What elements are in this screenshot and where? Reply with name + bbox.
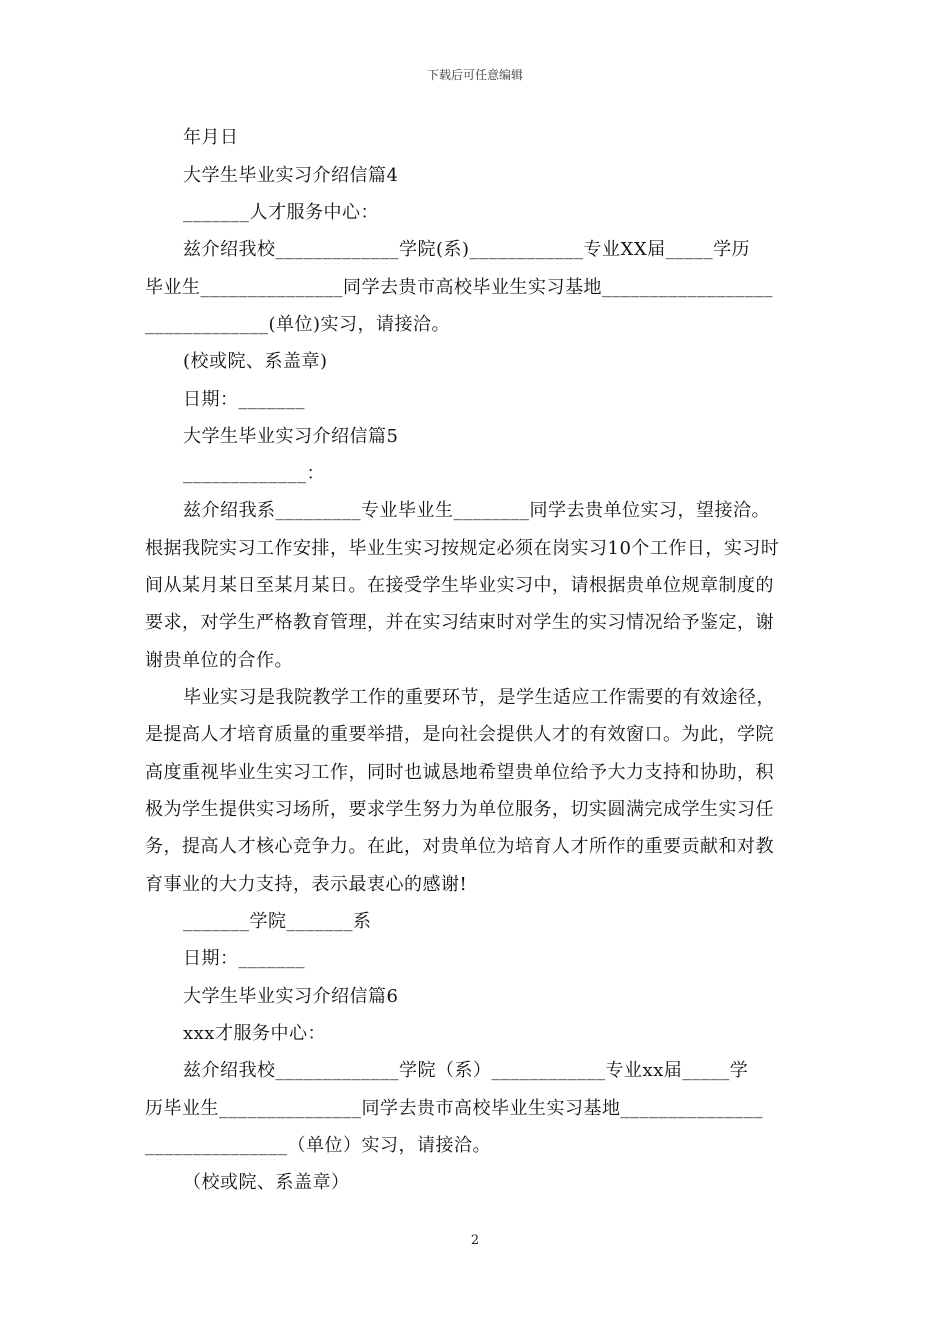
date-field: 日期：_______ (183, 948, 305, 969)
body-line: 兹介绍我校_____________学院（系）____________专业xx届_____学 (183, 1060, 749, 1081)
body-line: 毕业生_______________同学去贵市高校毕业生实习基地__________________ (145, 277, 773, 298)
body-line: 育事业的大力支持，表示最衷心的感谢! (145, 874, 468, 895)
page-header: 下载后可任意编辑 (426, 68, 523, 82)
body-line: 谢贵单位的合作。 (145, 650, 293, 671)
stamp-line: （校或院、系盖章） (183, 1172, 350, 1193)
signature-line: _______学院_______系 (183, 911, 372, 932)
salutation-5: _____________： (183, 463, 325, 484)
page-number: 2 (470, 1233, 480, 1248)
body-line: 要求，对学生严格教育管理，并在实习结束时对学生的实习情况给予鉴定，谢 (145, 612, 774, 633)
section-title-6: 大学生毕业实习介绍信篇6 (183, 986, 399, 1007)
date-field: 日期：_______ (183, 389, 305, 410)
body-line: _____________(单位)实习，请接洽。 (145, 314, 451, 335)
body-line: 兹介绍我系_________专业毕业生________同学去贵单位实习，望接洽。 (183, 500, 770, 521)
body-line: 极为学生提供实习场所，要求学生努力为单位服务，切实圆满完成学生实习任 (145, 799, 774, 820)
body-line: 高度重视毕业生实习工作，同时也诚恳地希望贵单位给予大力支持和协助，积 (145, 762, 774, 783)
body-line: _______________（单位）实习，请接洽。 (145, 1135, 491, 1156)
body-line: 历毕业生_______________同学去贵市高校毕业生实习基地_______________ (145, 1098, 763, 1119)
date-line: 年月日 (183, 127, 239, 148)
salutation-6: xxx才服务中心： (183, 1023, 326, 1044)
section-title-5: 大学生毕业实习介绍信篇5 (183, 426, 399, 447)
body-line: 是提高人才培育质量的重要举措，是向社会提供人才的有效窗口。为此，学院 (145, 724, 774, 745)
body-line: 兹介绍我校_____________学院(系)____________专业XX届_____学历 (183, 239, 751, 260)
salutation-4: _______人才服务中心： (183, 202, 379, 223)
body-line: 毕业实习是我院教学工作的重要环节，是学生适应工作需要的有效途径， (183, 687, 775, 708)
stamp-line: (校或院、系盖章) (183, 351, 328, 372)
body-line: 根据我院实习工作安排，毕业生实习按规定必须在岗实习10个工作日，实习时 (145, 538, 780, 559)
body-line: 务，提高人才核心竞争力。在此，对贵单位为培育人才所作的重要贡献和对教 (145, 836, 774, 857)
section-title-4: 大学生毕业实习介绍信篇4 (183, 165, 399, 186)
body-line: 间从某月某日至某月某日。在接受学生毕业实习中，请根据贵单位规章制度的 (145, 575, 774, 596)
